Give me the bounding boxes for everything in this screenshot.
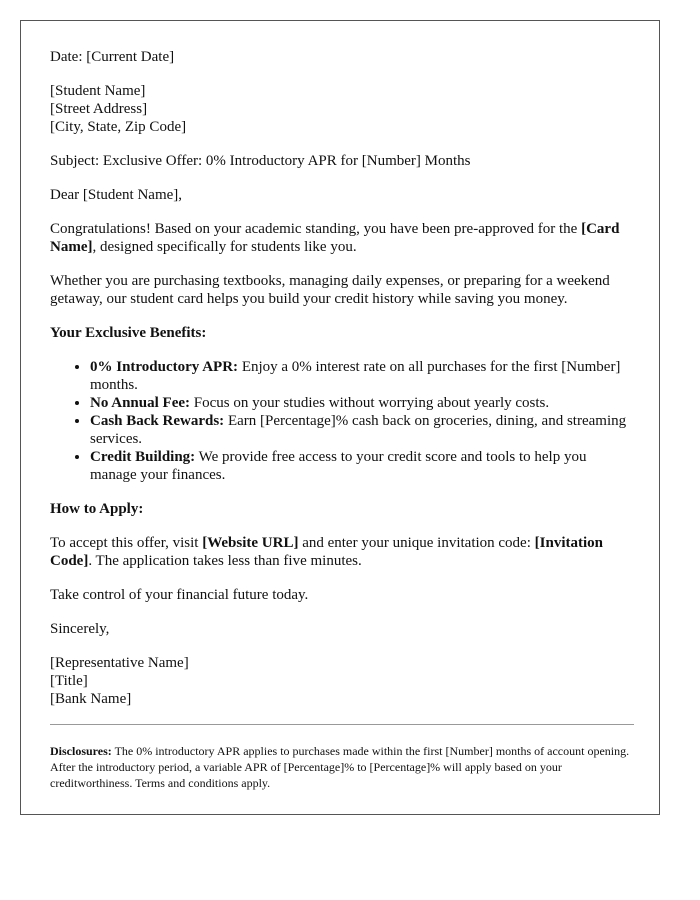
card-name: [Card Name] [50,221,620,255]
apply-text-after: . The application takes less than five minutes. [88,553,362,569]
apply-paragraph [50,534,634,570]
closing-line: Take control of your financial future today. [50,587,309,603]
recipient-name: [Student Name] [50,83,146,99]
invitation-code: [Invitation Code] [50,535,603,569]
letter-page [20,20,660,815]
disclosure-text [50,743,634,791]
benefit-item [90,394,634,412]
benefit-text: Focus on your studies without worrying about yearly costs. [190,395,550,411]
disclosure-divider [50,724,634,725]
recipient-street: [Street Address] [50,101,148,117]
recipient-address [50,82,634,136]
benefit-text: Earn [Percentage]% cash back on groceries, dining, and streaming services. [90,413,627,447]
disclosure-body: The 0% introductory APR applies to purchases made within the first [Number] months of account opening. After the introductory period, a variable APR of [Percentage]% to [Percentage]% will apply based on your creditworthiness. Terms and conditions apply. [50,744,630,790]
signature-block [50,654,634,708]
benefit-item [90,448,634,484]
signature-bank: [Bank Name] [50,691,132,707]
apply-text-before: To accept this offer, visit [50,535,203,551]
benefit-text: We provide free access to your credit score and tools to help you manage your finances. [90,449,587,483]
benefit-item [90,358,634,394]
signature-title: [Title] [50,673,88,689]
apply-heading: How to Apply: [50,501,144,517]
benefits-list [50,358,634,484]
benefits-heading: Your Exclusive Benefits: [50,325,207,341]
greeting: Dear [Student Name], [50,187,183,203]
disclosure-label: Disclosures: [50,744,112,758]
subject-line: Subject: Exclusive Offer: 0% Introductory APR for [Number] Months [50,153,471,169]
benefit-title: Cash Back Rewards: [90,413,225,429]
intro-paragraph [50,220,634,256]
website-url: [Website URL] [202,535,299,551]
intro-text-before: Congratulations! Based on your academic standing, you have been pre-approved for the [50,221,582,237]
benefit-title: 0% Introductory APR: [90,359,239,375]
letter-body [50,48,634,791]
recipient-city: [City, State, Zip Code] [50,119,187,135]
benefit-title: No Annual Fee: [90,395,191,411]
signature-name: [Representative Name] [50,655,189,671]
body-paragraph: Whether you are purchasing textbooks, managing daily expenses, or preparing for a weekend getaway, our student card helps you build your credit history while saving you money. [50,273,610,307]
apply-text-middle: and enter your unique invitation code: [298,535,535,551]
signoff: Sincerely, [50,621,110,637]
benefit-item [90,412,634,448]
intro-text-after: , designed specifically for students like you. [92,239,357,255]
benefit-title: Credit Building: [90,449,196,465]
date-line: Date: [Current Date] [50,49,175,65]
benefit-text: Enjoy a 0% interest rate on all purchases for the first [Number] months. [90,359,621,393]
